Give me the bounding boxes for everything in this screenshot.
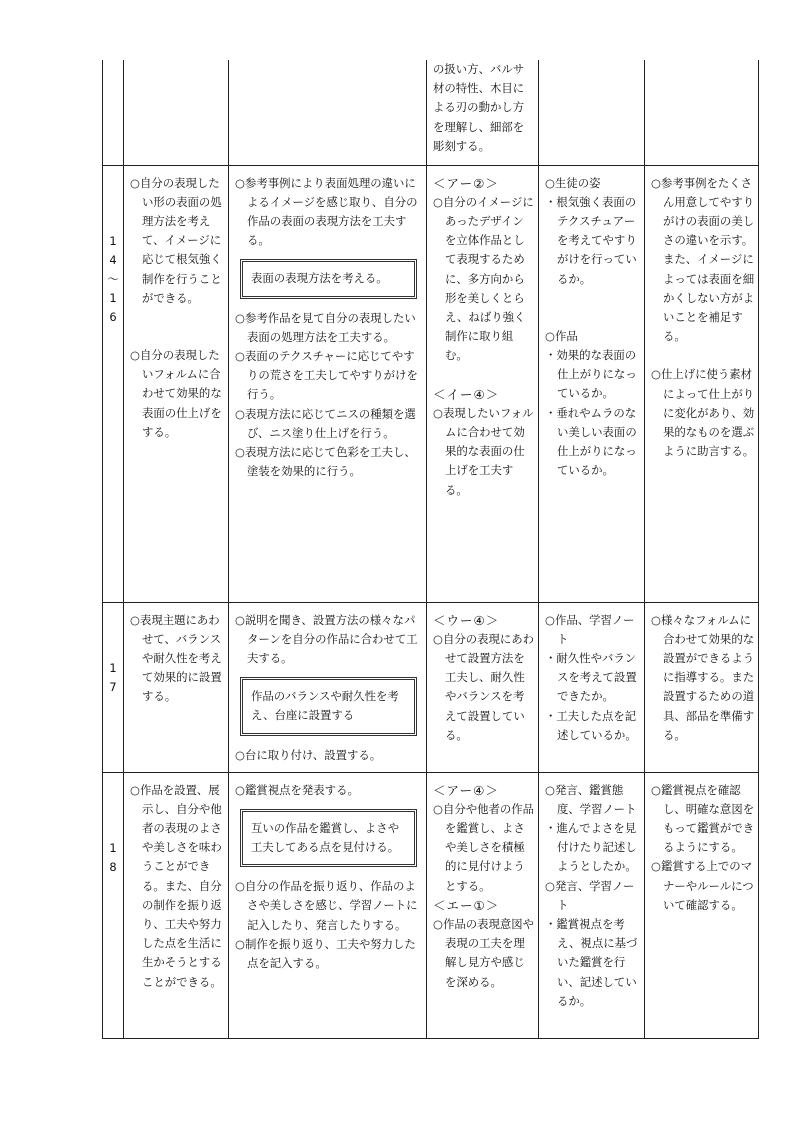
evaluation-heading: ＜エー①＞ [433, 897, 500, 913]
method-cell [539, 772, 645, 1038]
evaluation-heading: ＜ウー④＞ [433, 612, 500, 628]
method-title: ○作品 [545, 328, 578, 343]
support-text: ○様々なフォルムに合わせて効果的な設置ができるように指導する。また設置するための道具、部品を準備する。 [651, 612, 755, 742]
activity-continuation-text: の扱い方、バルサ材の特性、木目による刃の動かし方を理解し、細部を彫刻する。 [433, 62, 525, 153]
activity-text: ○台に取り付け、設置する。 [235, 747, 382, 762]
method-cell [539, 60, 645, 165]
method-item: ・根気強く表面のテクスチュアーを考えてやすりがけを行っているか。 [545, 194, 637, 286]
method-item: ・進んでよさを見付けたり記述しようとしたか。 [545, 820, 637, 874]
support-cell [645, 60, 759, 165]
evaluation-cell [427, 772, 539, 1038]
activity-text: ○表現方法に応じて色彩を工夫し、塗装を効果的に行う。 [235, 444, 416, 479]
activity-cell [229, 772, 427, 1038]
method-title: ○生徒の姿 [545, 175, 601, 190]
method-cell [539, 602, 645, 772]
hours-cell: 1 8 [103, 772, 124, 1038]
evaluation-heading: ＜イー④＞ [433, 386, 500, 402]
evaluation-cell [427, 602, 539, 772]
support-text: ○鑑賞する上でのマナーやルールについて確認する。 [651, 859, 754, 912]
goal-text: ○自分の表現したいフォルムに合わせて効果的な表面の仕上げをする。 [130, 347, 222, 439]
hours-cell: 1 4 〜 1 6 [103, 165, 124, 602]
activity-cell [229, 60, 427, 165]
activity-text: ○表面のテクスチャーに応じてやすりの荒さを工夫してやすりがけを行う。 [235, 348, 418, 402]
activity-text: ○表現方法に応じてニスの種類を選び、ニス塗り仕上げを行う。 [235, 406, 416, 440]
goal-cell [124, 60, 229, 165]
support-cell [645, 165, 759, 602]
activity-text: ○鑑賞視点を発表する。 [235, 782, 359, 797]
hours-cell: 1 7 [103, 602, 124, 772]
method-item: ・垂れやムラのない美しい表面の仕上がりになっているか。 [545, 405, 637, 478]
support-text: ○参考事例をたくさん用意してやすりがけの表面の美しさの違いを示す。また、イメージによっては表面を細かくしない方がよいことを補足する。 [651, 175, 755, 344]
evaluation-text: ○作品の表現意図や表現の工夫を理解し見方や感じを深める。 [433, 916, 535, 989]
support-cell [645, 772, 759, 1038]
evaluation-heading: ＜アー②＞ [433, 175, 499, 191]
goal-cell [124, 772, 229, 1038]
support-text: ○仕上げに使う素材によって仕上がりに変化があり、効果的なものを選ぶように助言する。 [651, 367, 755, 459]
goal-text: ○自分の表現したい形の表面の処理方法を考えて、イメージに応じて根気強く制作を行うことができる。 [130, 175, 222, 305]
activity-text: ○自分の作品を振り返り、作品のよさや美しさを感じ、学習ノートに記入したり、発言したりする。 [235, 879, 418, 932]
activity-key-box: 作品のバランスや耐久性を考え、台座に設置する [240, 677, 417, 735]
activity-key-box: 表面の表現方法を考える。 [240, 259, 417, 298]
activity-cell [229, 602, 427, 772]
goal-cell [124, 602, 229, 772]
method-item: ・効果的な表面の仕上がりになっているか。 [545, 347, 637, 401]
evaluation-heading: ＜アー④＞ [433, 782, 499, 798]
evaluation-cell [427, 165, 539, 602]
evaluation-text: ○自分のイメージにあったデザインを立体作品として表現するために、多方向から形を美しくとらえ、ねばり強く制作に取り組む。 [433, 194, 534, 363]
support-text: ○鑑賞視点を確認し、明確な意図をもって鑑賞ができるようにする。 [651, 782, 755, 855]
activity-text: ○説明を聞き、設置方法の様々なパターンを自分の作品に合わせて工夫する。 [235, 612, 418, 665]
lesson-row-18 [103, 772, 759, 1038]
method-title: ○作品、学習ノート [545, 612, 635, 646]
goal-text: ○作品を設置、展示し、自分や他者の表現のよさや美しさを味わうことができる。また、自分の制作を振り返り、工夫や努力した点を生活に生かそうとすることができる。 [130, 782, 222, 989]
lesson-plan-table [102, 60, 759, 1039]
method-item: ・工夫した点を記述しているか。 [545, 708, 637, 742]
evaluation-cell [427, 60, 539, 165]
activity-key-box: 互いの作品を鑑賞し、よさや工夫してある点を見付ける。 [240, 809, 417, 867]
lesson-row-14-16 [103, 165, 759, 602]
method-item: ・鑑賞視点を考え、視点に基づいた鑑賞を行い、記述しているか。 [545, 916, 638, 1008]
method-title: ○発言、鑑賞態度、学習ノート [545, 782, 637, 816]
goal-text: ○表現主題にあわせて、バランスや耐久性を考えて効果的に設置する。 [130, 612, 222, 704]
activity-text: ○制作を振り返り、工夫や努力した点を記入する。 [235, 936, 416, 970]
method-cell [539, 165, 645, 602]
activity-text: ○参考事例により表面処理の違いによるイメージを感じ取り、自分の作品の表面の表現方法を工夫する。 [235, 175, 418, 248]
lesson-row-17 [103, 602, 759, 772]
activity-text: ○参考作品を見て自分の表現したい表面の処理方法を工夫する。 [235, 310, 416, 344]
hours-cell [103, 60, 124, 165]
activity-cell [229, 165, 427, 602]
method-title: ○発言、学習ノート [545, 878, 635, 912]
evaluation-text: ○自分や他者の作品を鑑賞し、よさや美しさを積極的に見付けようとする。 [433, 801, 535, 893]
support-cell [645, 602, 759, 772]
goal-cell [124, 165, 229, 602]
continuation-row [103, 60, 759, 165]
evaluation-text: ○表現したいフォルムに合わせて効果的な表面の仕上げを工夫する。 [433, 405, 534, 497]
method-item: ・耐久性やバランスを考えて設置できたか。 [545, 650, 637, 704]
evaluation-text: ○自分の表現にあわせて設置方法を工夫し、耐久性やバランスを考えて設置している。 [433, 631, 535, 742]
